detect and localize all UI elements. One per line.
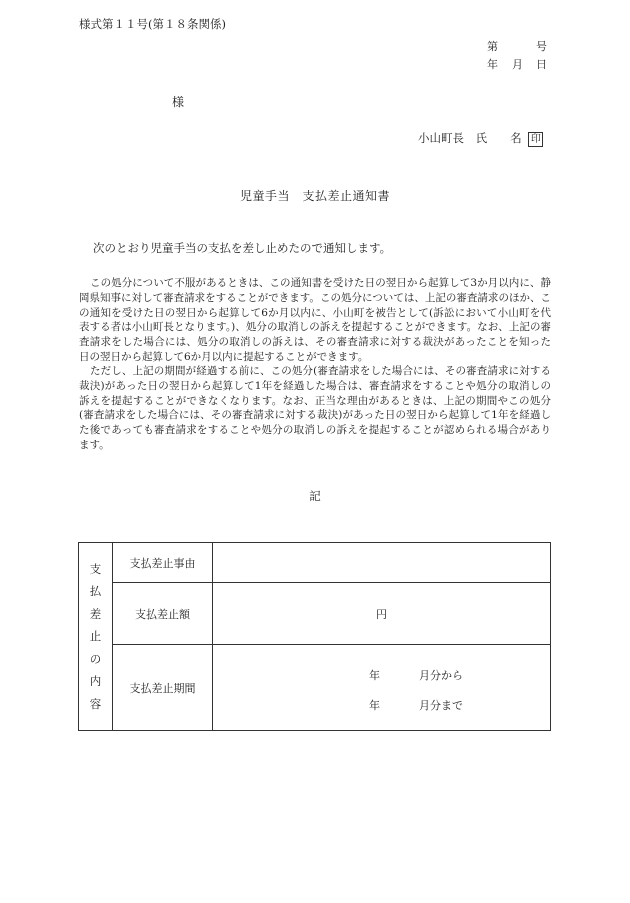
period-value bbox=[213, 645, 551, 731]
amount-label: 支払差止額 bbox=[113, 583, 213, 645]
amount-unit: 円 bbox=[376, 607, 387, 621]
period-from-year: 年 bbox=[369, 669, 380, 682]
period-to-month: 月分まで bbox=[419, 699, 463, 712]
detail-table bbox=[78, 542, 551, 731]
section-char: 払 bbox=[89, 584, 102, 599]
period-to-year: 年 bbox=[369, 699, 380, 712]
document-title: 児童手当 支払差止通知書 bbox=[239, 189, 390, 203]
section-char: 支 bbox=[89, 561, 102, 576]
section-char: 止 bbox=[89, 629, 102, 644]
addressee: 様 bbox=[172, 95, 185, 109]
record-mark: 記 bbox=[309, 489, 321, 503]
reason-value bbox=[213, 543, 551, 583]
date-year: 年 bbox=[487, 58, 498, 71]
sender bbox=[418, 130, 543, 147]
reason-label: 支払差止事由 bbox=[113, 543, 213, 583]
doc-number-suffix: 号 bbox=[536, 40, 547, 53]
period-from-month: 月分から bbox=[419, 669, 463, 682]
sender-name-label: 氏 名 bbox=[475, 131, 522, 145]
seal-mark: 印 bbox=[528, 132, 543, 147]
intro-text: 次のとおり児童手当の支払を差し止めたので通知します。 bbox=[93, 241, 392, 255]
section-char: 差 bbox=[89, 606, 102, 621]
date-day: 日 bbox=[536, 58, 547, 71]
section-char: 内 bbox=[89, 674, 102, 689]
period-label: 支払差止期間 bbox=[113, 645, 213, 731]
section-char: 容 bbox=[89, 696, 102, 711]
amount-value bbox=[213, 583, 551, 645]
section-char: の bbox=[89, 651, 102, 666]
section-header-vertical bbox=[79, 543, 113, 731]
sender-title: 小山町長 bbox=[418, 131, 464, 145]
date-month: 月 bbox=[512, 58, 523, 71]
doc-number-prefix: 第 bbox=[487, 40, 498, 53]
form-number: 様式第１１号(第１８条関係) bbox=[79, 17, 226, 31]
proviso-paragraph: ただし、上記の期間が経過する前に、この処分(審査請求をした場合には、その審査請求に対する裁決)があった日の翌日から起算して1年を経過した場合は、審査請求をすることや処分の取消しの訴えを提起することができなくなります。なお、正当な理由があるときは、上記の期間やこの処分(審査請求をした場合には、その審査請求に対する裁決)があった日の翌日から起算して1年を経過した後であっても審査請求をすることや処分の取消しの訴えを提起することが認められる場合があります。 bbox=[79, 365, 551, 451]
appeal-notice-paragraph: この処分について不服があるときは、この通知書を受けた日の翌日から起算して3か月以内に、静岡県知事に対して審査請求をすることができます。この処分については、上記の審査請求のほか、この通知を受けた日の翌日から起算して6か月以内に、小山町を被告として(訴訟において小山町を代表する者は小山町長となります。)、処分の取消しの訴えを提起することができます。なお、上記の審査請求をした場合には、処分の取消しの訴えは、その審査請求に対する裁決があったことを知った日の翌日から起算して6か月以内に提起することができます。 bbox=[79, 277, 551, 363]
